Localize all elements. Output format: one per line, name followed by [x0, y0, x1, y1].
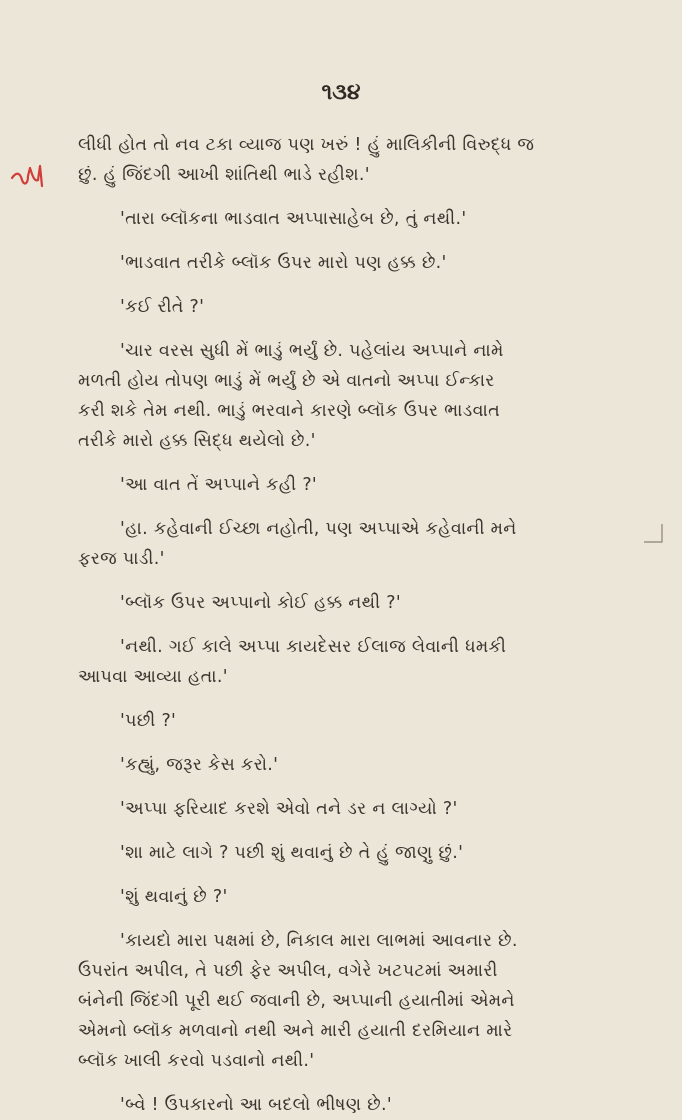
text-line: 'કહ્યું, જરૂર કેસ કરો.' [120, 755, 279, 775]
text-line: 'તારા બ્લૉકના ભાડવાત અપ્પાસાહેબ છે, તું નથી.' [120, 209, 467, 229]
paragraph [78, 336, 648, 456]
text-line: 'ચાર વરસ સુધી મેં ભાડું ભર્યું છે. પહેલાંય અપ્પાને નામે [120, 341, 504, 361]
margin-annotation-mark [8, 158, 58, 198]
paragraph [78, 706, 648, 736]
text-line: 'બ્વે ! ઉપકારનો આ બદલો ભીષણ છે.' [120, 1095, 392, 1115]
paragraph [78, 632, 648, 692]
page-body [78, 130, 648, 1120]
text-line: 'કઈ રીતે ?' [120, 297, 205, 317]
text-line: એમનો બ્લૉક મળવાનો નથી અને મારી હયાતી દરમિયાન મારે [78, 1021, 513, 1041]
paragraph [78, 204, 648, 234]
page-number: ૧૩૪ [321, 80, 361, 105]
text-line: ફરજ પાડી.' [78, 549, 165, 569]
text-line: આપવા આવ્યા હતા.' [78, 667, 228, 687]
text-line: છું. હું જિંદગી આખી શાંતિથી ભાડે રહીશ.' [78, 165, 370, 185]
text-line: 'ભાડવાત તરીકે બ્લૉક ઉપર મારો પણ હક્ક છે.' [120, 253, 447, 273]
text-line: કરી શકે તેમ નથી. ભાડું ભરવાને કારણે બ્લૉક ઉપર ભાડવાત [78, 401, 500, 421]
text-line: 'બ્લૉક ઉપર અપ્પાનો કોઈ હક્ક નથી ?' [120, 593, 401, 613]
paragraph [78, 130, 648, 190]
paragraph [78, 514, 648, 574]
text-line: 'શા માટે લાગે ? પછી શું થવાનું છે તે હું જાણુ છું.' [120, 843, 464, 863]
text-line: 'નથી. ગઈ કાલે અપ્પા કાયદેસર ઈલાજ લેવાની ધમકી [120, 637, 507, 657]
text-line: 'પછી ?' [120, 711, 177, 731]
text-line: લીધી હોત તો નવ ટકા વ્યાજ પણ ખરું ! હું માલિકીની વિરુદ્ધ જ [78, 135, 535, 155]
paragraph [78, 248, 648, 278]
paragraph [78, 1090, 648, 1120]
paragraph [78, 838, 648, 868]
text-line: ઉપરાંત અપીલ, તે પછી ફેર અપીલ, વગેરે ખટપટમાં અમારી [78, 961, 498, 981]
paragraph [78, 926, 648, 1076]
paragraph [78, 750, 648, 780]
paragraph [78, 794, 648, 824]
paragraph [78, 470, 648, 500]
text-line: મળતી હોય તોપણ ભાડું મેં ભર્યું છે એ વાતનો અપ્પા ઈન્કાર [78, 371, 495, 391]
text-line: 'શું થવાનું છે ?' [120, 887, 228, 907]
text-line: તરીકે મારો હક્ક સિદ્ધ થયેલો છે.' [78, 431, 316, 451]
text-line: 'કાયદો મારા પક્ષમાં છે, નિકાલ મારા લાભમાં આવનાર છે. [120, 931, 518, 951]
paragraph [78, 588, 648, 618]
text-line: બંનેની જિંદગી પૂરી થઈ જવાની છે, અપ્પાની હયાતીમાં એમને [78, 991, 515, 1011]
text-line: 'આ વાત તેં અપ્પાને કહી ?' [120, 475, 318, 495]
text-line: બ્લૉક ખાલી કરવો પડવાનો નથી.' [78, 1051, 315, 1071]
paragraph [78, 292, 648, 322]
text-line: 'હા. કહેવાની ઈચ્છા નહોતી, પણ અપ્પાએ કહેવાની મને [120, 519, 517, 539]
text-line: 'અપ્પા ફરિયાદ કરશે એવો તને ડર ન લાગ્યો ?' [120, 799, 458, 819]
paragraph [78, 882, 648, 912]
